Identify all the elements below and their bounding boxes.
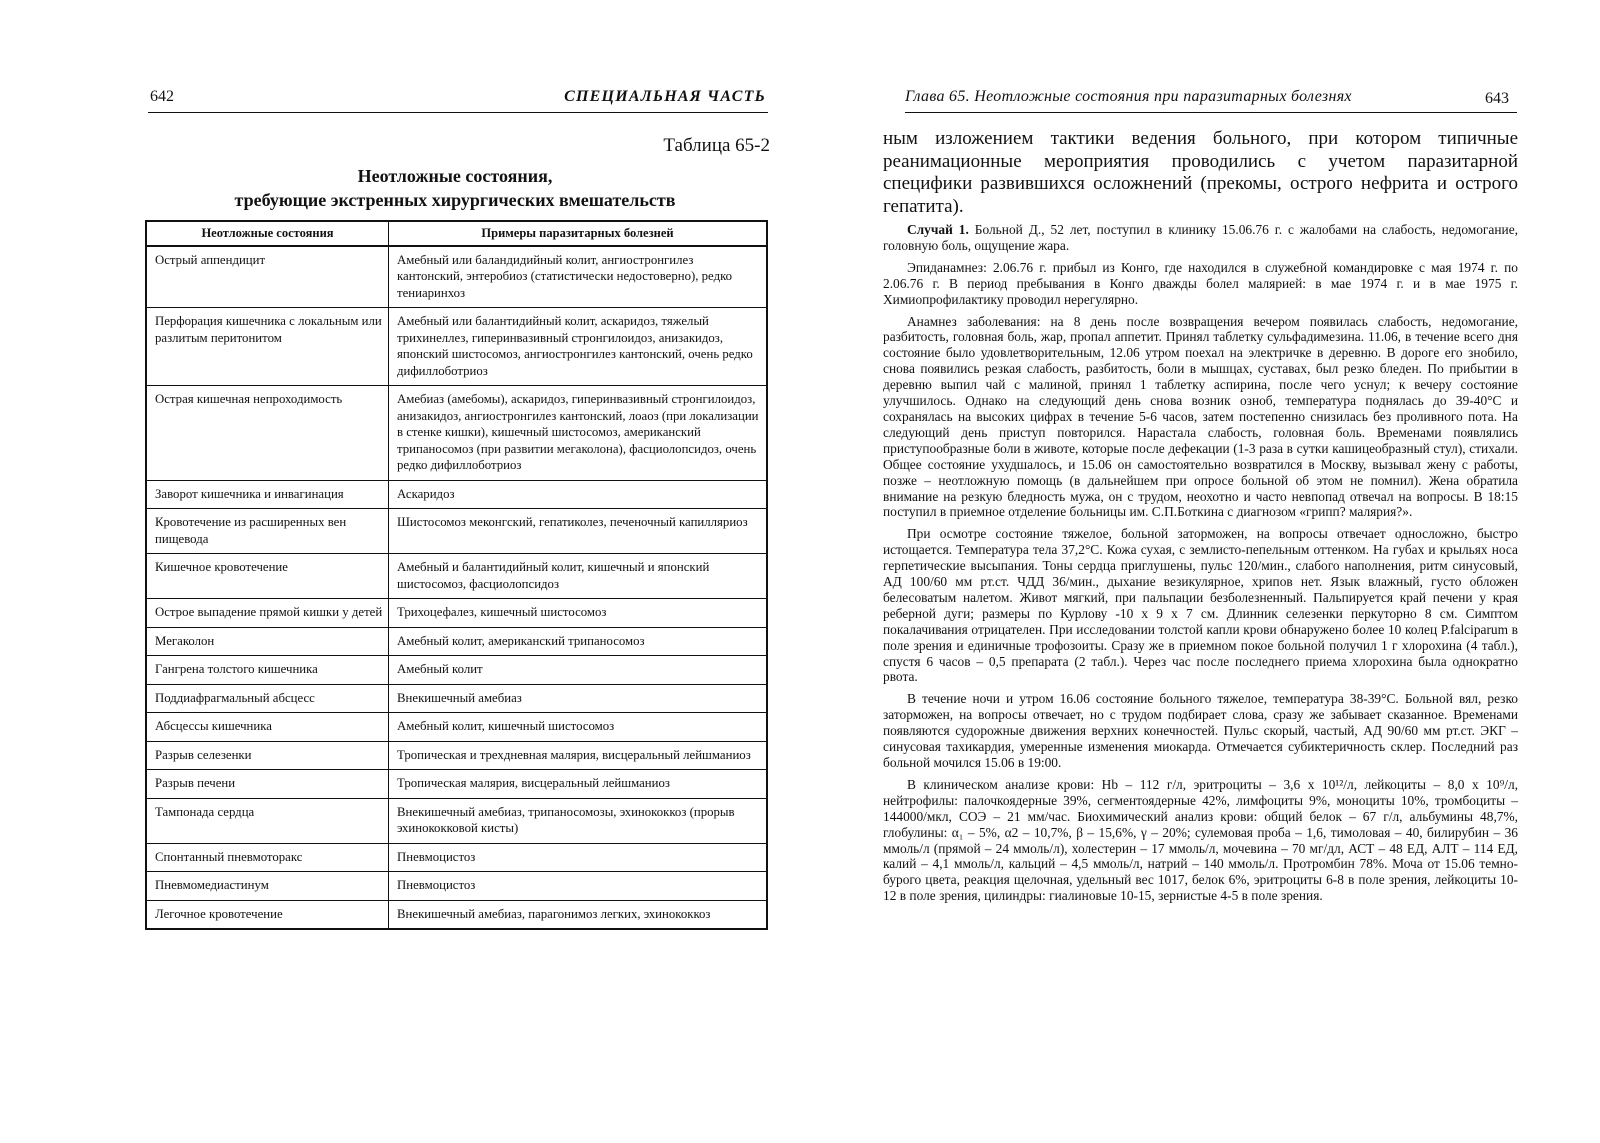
table-row: [146, 386, 767, 481]
examples-cell: Амебный или балантидийный колит, аскаридоз, тяжелый трихинеллез, гиперинвазивный стронгилоидоз, анизакидоз, японский шистосомоз, ангиостронгилез кантонский, очень редко дифиллоботриоз: [389, 308, 768, 386]
column-header-examples: Примеры паразитарных болезней: [389, 221, 768, 246]
body-paragraph: При осмотре состояние тяжелое, больной заторможен, на вопросы отвечает односложно, быстро истощается. Температура тела 37,2°С. Кожа сухая, с землисто-пепельным оттенком. На губах и крыльях носа герпетические высыпания. Тоны сердца приглушены, пульс 120/мин., слабого наполнения, ритм синусовый, АД 100/60 мм рт.ст. ЧДД 36/мин., дыхание везикулярное, хрипов нет. Язык влажный, густо обложен белесоватым налетом. Живот мягкий, при пальпации безболезненный. Пальпируется край печени у края реберной дуги; размеры по Курлову -10 х 9 х 7 см. Длинник селезенки перкуторно 8 см. Симптом покалачивания отрицателен. При исследовании толстой капли крови обнаружено более 10 колец P.falciparum в поле зрения и единичные трофозоиты. Сразу же в приемном покое больной получил 1 г хлорохина (4 табл.), спустя 6 часов – 0,5 препарата (2 табл.). Через час после последнего приема хлорохина была однократно рвота.: [883, 526, 1518, 685]
examples-cell: Тропическая и трехдневная малярия, висцеральный лейшманиоз: [389, 741, 768, 770]
examples-cell: Амебный или баландидийный колит, ангиостронгилез кантонский, энтеробиоз (статистически недостоверно), редко тениаринхоз: [389, 246, 768, 308]
body-paragraph: Анамнез заболевания: на 8 день после возвращения вечером появилась слабость, недомогание, разбитость, головная боль, жар, пропал аппетит. Принял таблетку сульфадимезина. 11.06, в течение всего дня состояние было удовлетворительным, 12.06 утром поехал на электричке в деревню. В дороге его знобило, снова появились резкая слабость, разбитость, боли в мышцах, суставах, был резко бледен. По прибытии в деревню выпил чай с малиной, принял 1 таблетку аспирина, после чего уснул; к вечеру состояние улучшилось. Однако на следующий день снова возник озноб, температура поднялась до 39-40°С и сохранялась на высоких цифрах в течение 5-6 часов, затем постепенно снизилась без проливного пота. На следующий день приступ повторился. Нарастала слабость, головная боль. Временами появлялись приступообразные боли в животе, которые после дефекации (1-3 раза в сутки кашицеобразный стул), стихали. Общее состояние ухудшалось, и 15.06 он самостоятельно возвратился в Москву, вызывал жену с работы, позже – неотложную помощь (в дальнейшем при опросе больной об этом не помнил). Жена обратила внимание на резкую бледность мужа, он с трудом, неохотно и часто невпопад отвечал на вопросы. В 18:15 поступил в приемное отделение больницы им. С.П.Боткина с диагнозом «грипп? малярия?».: [883, 313, 1518, 520]
condition-cell: Кишечное кровотечение: [146, 554, 389, 599]
lead-paragraph: ным изложением тактики ведения больного, при котором типичные реанимационные мероприятия проводились с учетом паразитарной специфики развившихся осложнений (прекомы, острого нефрита и острого гепатита).: [883, 128, 1518, 217]
table-title: [140, 164, 770, 212]
condition-cell: Спонтанный пневмоторакс: [146, 843, 389, 872]
body-paragraph: Эпиданамнез: 2.06.76 г. прибыл из Конго, где находился в служебной командировке с мая 1974 г. по 2.06.76 г. В период пребывания в Конго дважды болел малярией: в мае 1974 г. и в мае 1975 г. Химиопрофилактику проводил нерегулярно.: [883, 259, 1518, 307]
table-row: [146, 509, 767, 554]
examples-cell: Амебный колит, американский трипаносомоз: [389, 627, 768, 656]
table-row: [146, 599, 767, 628]
examples-cell: Тропическая малярия, висцеральный лейшманиоз: [389, 770, 768, 799]
condition-cell: Разрыв селезенки: [146, 741, 389, 770]
examples-cell: Амебиаз (амебомы), аскаридоз, гиперинвазивный стронгилоидоз, анизакидоз, ангиостронгилез кантонский, лоаоз (при локализации в стенке кишки), кишечный шистосомоз, американский трипаносомоз (при развитии мегаколона), фасциолопсидоз, очень редко дифиллоботриоз: [389, 386, 768, 481]
condition-cell: Разрыв печени: [146, 770, 389, 799]
examples-cell: Шистосомоз меконгский, гепатиколез, печеночный капилляриоз: [389, 509, 768, 554]
table-row: [146, 627, 767, 656]
table-row: [146, 798, 767, 843]
left-running-title: СПЕЦИАЛЬНАЯ ЧАСТЬ: [564, 88, 766, 105]
column-header-conditions: Неотложные состояния: [146, 221, 389, 246]
right-page-body: [883, 128, 1518, 910]
table-row: [146, 480, 767, 509]
case-intro-text: Больной Д., 52 лет, поступил в клинику 15.06.76 г. с жалобами на слабость, недомогание, головную боль, ощущение жара.: [883, 222, 1518, 253]
examples-cell: Амебный и балантидийный колит, кишечный и японский шистосомоз, фасциолопсидоз: [389, 554, 768, 599]
condition-cell: Острый аппендицит: [146, 246, 389, 308]
examples-cell: Амебный колит: [389, 656, 768, 685]
right-page-number: 643: [1485, 90, 1509, 107]
table-title-line-1: Неотложные состояния,: [357, 166, 553, 186]
table-row: [146, 246, 767, 308]
examples-cell: Пневмоцистоз: [389, 872, 768, 901]
table-header-row: [146, 221, 767, 246]
table-row: [146, 308, 767, 386]
table-row: [146, 900, 767, 929]
condition-cell: Тампонада сердца: [146, 798, 389, 843]
examples-cell: Внекишечный амебиаз: [389, 684, 768, 713]
left-running-header: [148, 86, 768, 113]
table-row: [146, 770, 767, 799]
right-running-header: [905, 86, 1517, 113]
emergency-conditions-table: [145, 220, 768, 930]
condition-cell: Мегаколон: [146, 627, 389, 656]
condition-cell: Острая кишечная непроходимость: [146, 386, 389, 481]
table-row: [146, 684, 767, 713]
table-row: [146, 656, 767, 685]
examples-cell: Трихоцефалез, кишечный шистосомоз: [389, 599, 768, 628]
condition-cell: Легочное кровотечение: [146, 900, 389, 929]
left-page-number: 642: [150, 88, 174, 105]
body-paragraph: В течение ночи и утром 16.06 состояние больного тяжелое, температура 38-39°С. Больной вял, резко заторможен, на вопросы отвечает, но с трудом подбирает слова, сразу же забывает сказанное. Временами появляются судорожные движения верхних конечностей. Пульс скорый, частый, АД 90/60 мм рт.ст. ЭКГ – синусовая тахикардия, умеренные изменения миокарда. Отмечается субиктеричность склер. Последний раз больной мочился 15.06 в 19:00.: [883, 691, 1518, 770]
condition-cell: Кровотечение из расширенных вен пищевода: [146, 509, 389, 554]
table-row: [146, 713, 767, 742]
condition-cell: Заворот кишечника и инвагинация: [146, 480, 389, 509]
case-intro-paragraph: [883, 222, 1518, 254]
condition-cell: Пневмомедиастинум: [146, 872, 389, 901]
examples-cell: Амебный колит, кишечный шистосомоз: [389, 713, 768, 742]
table-row: [146, 554, 767, 599]
right-running-title: Глава 65. Неотложные состояния при паразитарных болезнях: [905, 88, 1352, 105]
table-row: [146, 872, 767, 901]
table-title-line-2: требующие экстренных хирургических вмешательств: [234, 190, 676, 210]
table-caption: Таблица 65-2: [663, 135, 770, 156]
body-paragraph: В клиническом анализе крови: Hb – 112 г/л, эритроциты – 3,6 х 10¹²/л, лейкоциты – 8,0 х 10⁹/л, нейтрофилы: палочкоядерные 39%, сегментоядерные 42%, лимфоциты 9%, моноциты 10%, тромбоциты – 144000/мкл, СОЭ – 21 мм/час. Биохимический анализ крови: общий белок – 67 г/л, альбумины 48,7%, глобулины: α₁ – 5%, α2 – 10,7%, β – 15,6%, γ – 20%; сулемовая проба – 1,6, тимоловая – 40, билирубин – 36 ммоль/л (прямой – 24 ммоль/л), холестерин – 17 ммоль/л, мочевина – 70 мг/дл, АСТ – 48 ЕД, АЛТ – 114 ЕД, калий – 4,1 ммоль/л, кальций – 4,5 ммоль/л, натрий – 140 ммоль/л. Протромбин 78%. Моча от 15.06 темно-бурого цвета, реакция щелочная, удельный вес 1017, белок 6%, эритроциты 6-8 в поле зрения, лейкоциты 10-12 в поле зрения, цилиндры: гиалиновые 10-15, зернистые 4-5 в поле зрения.: [883, 776, 1518, 904]
condition-cell: Поддиафрагмальный абсцесс: [146, 684, 389, 713]
condition-cell: Гангрена толстого кишечника: [146, 656, 389, 685]
table-row: [146, 741, 767, 770]
condition-cell: Острое выпадение прямой кишки у детей: [146, 599, 389, 628]
right-page: [800, 0, 1600, 1143]
table-row: [146, 843, 767, 872]
examples-cell: Внекишечный амебиаз, трипаносомозы, эхинококкоз (прорыв эхинококковой кисты): [389, 798, 768, 843]
condition-cell: Абсцессы кишечника: [146, 713, 389, 742]
examples-cell: Внекишечный амебиаз, парагонимоз легких, эхинококкоз: [389, 900, 768, 929]
examples-cell: Аскаридоз: [389, 480, 768, 509]
examples-cell: Пневмоцистоз: [389, 843, 768, 872]
condition-cell: Перфорация кишечника с локальным или разлитым перитонитом: [146, 308, 389, 386]
case-label: Случай 1.: [907, 222, 969, 237]
